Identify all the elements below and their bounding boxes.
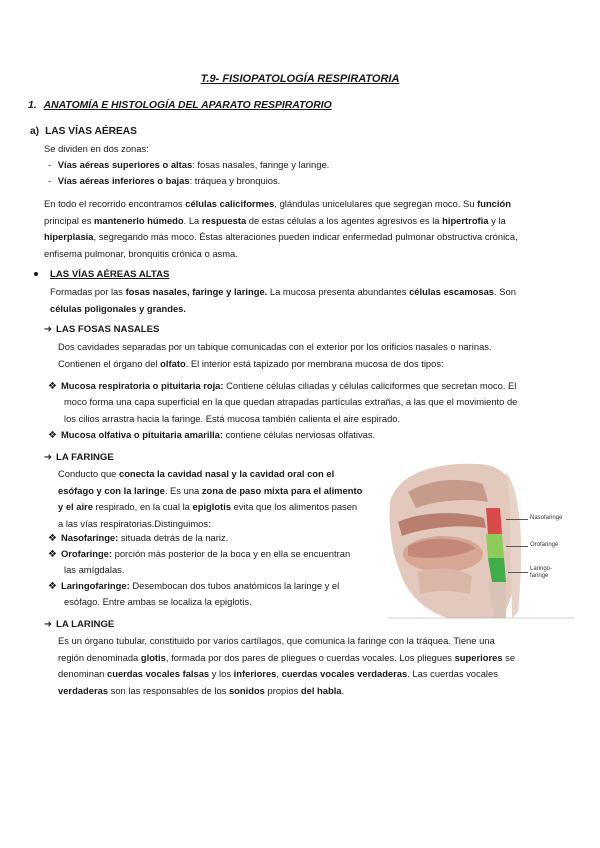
- paragraph: En todo el recorrido encontramos células caliciformes, glándulas unicelulares que segregan moco. Su función principal es mantenerlo húmedo. La respuesta de estas células a los agentes agresivos es la hipertrofia y la hiperplasia, segregando más moco. Éstas alteraciones pueden indicar enfermedad pulmonar obstructiva crónica, enfisema pulmonar, bronquitis crónica o asma.: [44, 198, 518, 259]
- section-label: ANATOMÍA E HISTOLOGÍA DEL APARATO RESPIRATORIO: [43, 100, 332, 111]
- arrow-right-icon: ➔: [44, 324, 53, 335]
- pharynx-illustration: [388, 462, 574, 620]
- diamond-bullet-icon: ❖: [48, 549, 57, 560]
- paragraph: Formadas por las fosas nasales, faringe y laringe. La mucosa presenta abundantes células escamosas. Son células poligonales y grandes.: [50, 286, 516, 314]
- figure-label-nasofaringe: Nasofaringe: [530, 515, 563, 521]
- bullet-icon: [34, 272, 38, 276]
- list-item: - Vías aéreas inferiores o bajas: tráquea y bronquios.: [48, 175, 281, 186]
- heading-label: LAS VÍAS AÉREAS ALTAS: [50, 269, 170, 280]
- list-item-continuation: las amígdalas.: [64, 564, 125, 575]
- pharynx-figure: [388, 462, 574, 620]
- subheading-laringe: ➔ LA LARINGE: [44, 619, 115, 630]
- item-text: : tráquea y bronquios.: [189, 175, 281, 186]
- list-item-continuation: moco forma una capa superficial en la que quedan atrapadas partículas extrañas, a las que el movimiento de los cilios arrastra hacia la faringe. Está mucosa también calienta el aire espirado.: [64, 396, 518, 424]
- figure-label-orofaringe: Orofaringe: [530, 542, 559, 548]
- paragraph: Conducto que conecta la cavidad nasal y la cavidad oral con el esófago y con la laringe. Es una zona de paso mixta para el alimento y el aire respirado, en la cual la epiglotis evita que los alimentos pasen a las vías respiratorias.Distinguimos:: [58, 468, 363, 529]
- item-bold: Vías aéreas inferiores o bajas: [57, 175, 190, 186]
- arrow-right-icon: ➔: [44, 619, 53, 630]
- page-title: T.9- FISIOPATOLOGÍA RESPIRATORIA: [200, 73, 400, 85]
- item-bold: Vías aéreas superiores o altas: [57, 159, 193, 170]
- diamond-bullet-icon: ❖: [48, 381, 57, 392]
- subheading-faringe: ➔ LA FARINGE: [44, 452, 114, 463]
- item-text: : fosas nasales, faringe y laringe.: [192, 159, 330, 170]
- list-item: ❖ Mucosa respiratoria o pituitaria roja: Contiene células ciliadas y células caliciformes que secretan moco. El: [48, 380, 517, 392]
- subheading-fosas: ➔ LAS FOSAS NASALES: [44, 324, 160, 335]
- diamond-bullet-icon: ❖: [48, 533, 57, 544]
- arrow-right-icon: ➔: [44, 452, 53, 463]
- list-item: ❖ Laringofaringe: Desembocan dos tubos anatómicos la laringe y el: [48, 580, 340, 592]
- list-item-continuation: esófago. Entre ambas se localiza la epiglotis.: [64, 596, 252, 607]
- list-item: ❖ Nasofaringe: situada detrás de la nariz.: [48, 532, 229, 544]
- diamond-bullet-icon: ❖: [48, 430, 57, 441]
- list-item: - Vías aéreas superiores o altas: fosas nasales, faringe y laringe.: [48, 159, 330, 170]
- subsection-label: LAS VÍAS AÉREAS: [45, 126, 137, 137]
- subsection-heading: [30, 126, 137, 137]
- section-heading: [28, 100, 332, 111]
- bullet-heading: [34, 267, 169, 284]
- paragraph: Dos cavidades separadas por un tabique comunicadas con el exterior por los orificios nasales o narinas. Contienen el órgano del olfato. El interior está tapizado por membrana mucosa de dos tipos:: [58, 341, 492, 369]
- list-item: ❖ Mucosa olfativa o pituitaria amarilla: contiene células nerviosas olfativas.: [48, 429, 376, 441]
- section-number: 1.: [28, 100, 37, 111]
- paragraph: Es un órgano tubular, constituido por varios cartílagos, que comunica la faringe con la tráquea. Tiene una región denominada glotis, formada por dos pares de pliegues o cuerdas vocales. Los pliegues superiores se denominan cuerdas vocales falsas y los inferiores, cuerdas vocales verdaderas. Las cuerdas vocales verdaderas son las responsables de los sonidos propios del habla.: [58, 635, 516, 696]
- list-item: ❖ Orofaringe: porción más posterior de la boca y en ella se encuentran: [48, 548, 351, 560]
- subsection-number: a): [30, 126, 40, 137]
- figure-label-laringofaringe: Laringo- faringe: [530, 566, 553, 579]
- intro-line: Se dividen en dos zonas:: [44, 143, 149, 154]
- diamond-bullet-icon: ❖: [48, 581, 57, 592]
